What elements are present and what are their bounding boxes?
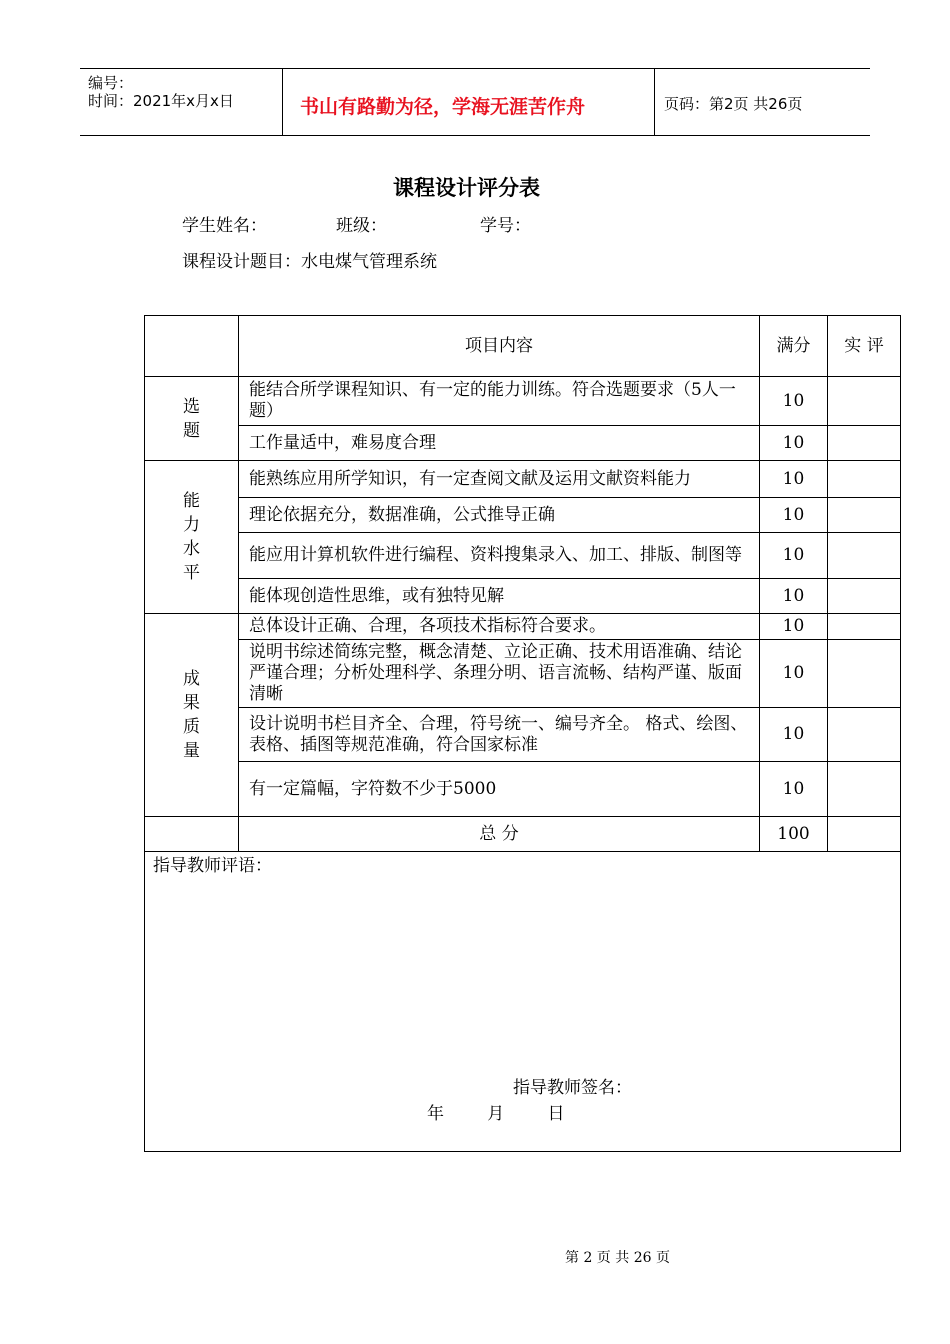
criterion-cell: 理论依据充分，数据准确，公式推导正确 xyxy=(239,498,760,533)
actual-score-cell[interactable] xyxy=(828,533,901,579)
criterion-cell: 能应用计算机软件进行编程、资料搜集录入、加工、排版、制图等 xyxy=(239,533,760,579)
page-title: 课程设计评分表 xyxy=(393,176,540,200)
table-row xyxy=(145,614,901,640)
signature-label: 指导教师签名： xyxy=(513,1078,632,1098)
criterion-cell: 能熟练应用所学知识，有一定查阅文献及运用文献资料能力 xyxy=(239,461,760,498)
table-row xyxy=(145,640,901,708)
total-score-cell: 100 xyxy=(760,817,828,852)
actual-score-cell[interactable] xyxy=(828,461,901,498)
table-row xyxy=(145,762,901,817)
date-label: 年 月 日 xyxy=(427,1104,565,1124)
table-row xyxy=(145,377,901,426)
table-row xyxy=(145,579,901,614)
comment-cell[interactable] xyxy=(145,852,901,1152)
header-category-cell xyxy=(145,316,239,377)
full-score-cell: 10 xyxy=(760,579,828,614)
full-score-cell: 10 xyxy=(760,708,828,762)
header-motto: 书山有路勤为径，学海无涯苦作舟 xyxy=(300,96,586,118)
table-row xyxy=(145,498,901,533)
page-footer: 第 2 页 共 26 页 xyxy=(565,1250,670,1266)
header-top-rule xyxy=(80,68,870,69)
full-score-cell: 10 xyxy=(760,461,828,498)
full-score-cell: 10 xyxy=(760,533,828,579)
criterion-cell: 工作量适中，难易度合理 xyxy=(239,426,760,461)
full-score-cell: 10 xyxy=(760,426,828,461)
student-id-label: 学号： xyxy=(480,216,531,236)
header-code-label: 编号： xyxy=(88,74,134,92)
total-label-cell: 总 分 xyxy=(239,817,760,852)
criterion-cell: 能结合所学课程知识、有一定的能力训练。符合选题要求（5人一题） xyxy=(239,377,760,426)
total-actual-cell[interactable] xyxy=(828,817,901,852)
header-actual-cell: 实 评 xyxy=(828,316,901,377)
criterion-cell: 总体设计正确、合理，各项技术指标符合要求。 xyxy=(239,614,760,640)
comment-label: 指导教师评语： xyxy=(153,856,272,876)
actual-score-cell[interactable] xyxy=(828,614,901,640)
actual-score-cell[interactable] xyxy=(828,640,901,708)
header-content-cell: 项目内容 xyxy=(239,316,760,377)
full-score-cell: 10 xyxy=(760,377,828,426)
category-cell-result: 成果质量 xyxy=(145,614,239,817)
actual-score-cell[interactable] xyxy=(828,426,901,461)
criterion-cell: 有一定篇幅，字符数不少于5000 xyxy=(239,762,760,817)
header-divider-right xyxy=(654,68,655,136)
full-score-cell: 10 xyxy=(760,614,828,640)
table-header-row xyxy=(145,316,901,377)
student-name-label: 学生姓名： xyxy=(182,216,267,236)
header-page-label: 页码：第2页 共26页 xyxy=(664,95,803,113)
header-bottom-rule xyxy=(80,135,870,136)
full-score-cell: 10 xyxy=(760,498,828,533)
table-row xyxy=(145,533,901,579)
class-label: 班级： xyxy=(336,216,387,236)
total-blank-cell xyxy=(145,817,239,852)
criterion-cell: 设计说明书栏目齐全、合理，符号统一、编号齐全。 格式、绘图、表格、插图等规范准确，符合国家标准 xyxy=(239,708,760,762)
actual-score-cell[interactable] xyxy=(828,377,901,426)
header-divider-left xyxy=(282,68,283,136)
criterion-cell: 说明书综述简练完整，概念清楚、立论正确、技术用语准确、结论严谨合理；分析处理科学、条理分明、语言流畅、结构严谨、版面清晰 xyxy=(239,640,760,708)
category-cell-topic: 选题 xyxy=(145,377,239,461)
table-row xyxy=(145,461,901,498)
header-full-score-cell: 满分 xyxy=(760,316,828,377)
actual-score-cell[interactable] xyxy=(828,579,901,614)
criterion-cell: 能体现创造性思维，或有独特见解 xyxy=(239,579,760,614)
total-row xyxy=(145,817,901,852)
score-table xyxy=(144,315,901,1152)
full-score-cell: 10 xyxy=(760,640,828,708)
table-row xyxy=(145,426,901,461)
header-time-label: 时间：2021年x月x日 xyxy=(88,92,234,110)
actual-score-cell[interactable] xyxy=(828,762,901,817)
topic-label: 课程设计题目：水电煤气管理系统 xyxy=(182,252,437,272)
full-score-cell: 10 xyxy=(760,762,828,817)
actual-score-cell[interactable] xyxy=(828,498,901,533)
category-cell-ability: 能力水平 xyxy=(145,461,239,614)
comment-row xyxy=(145,852,901,1152)
table-row xyxy=(145,708,901,762)
actual-score-cell[interactable] xyxy=(828,708,901,762)
